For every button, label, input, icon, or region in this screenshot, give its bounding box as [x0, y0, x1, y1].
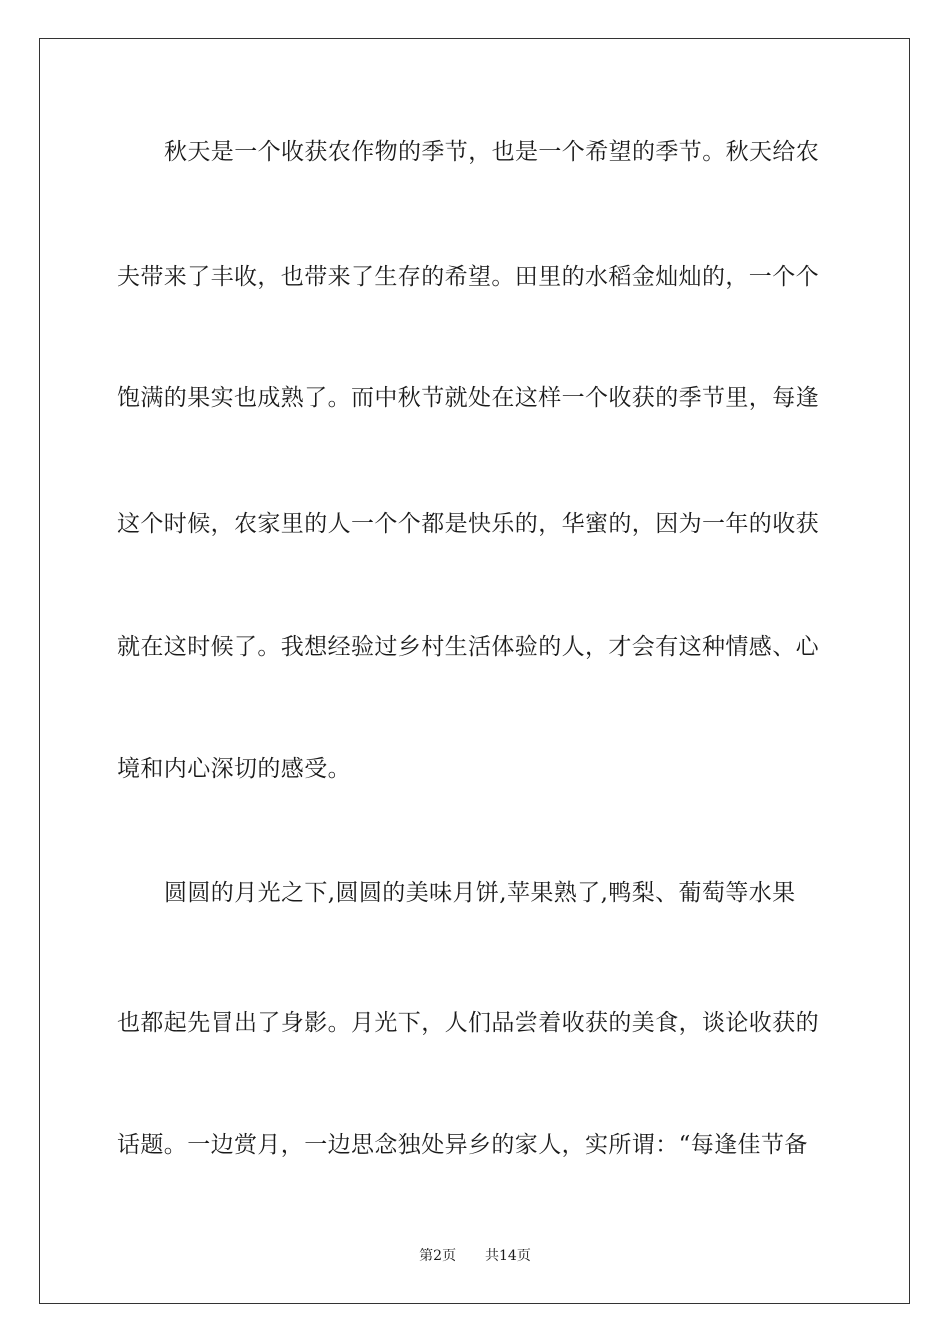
paragraph-1-line-1: 秋天是一个收获农作物的季节，也是一个希望的季节。秋天给农 [164, 139, 820, 165]
page-footer [0, 1246, 950, 1266]
paragraph-1-line-2: 夫带来了丰收，也带来了生存的希望。田里的水稻金灿灿的，一个个 [117, 264, 819, 290]
paragraph-2-line-2: 也都起先冒出了身影。月光下，人们品尝着收获的美食，谈论收获的 [117, 1010, 819, 1036]
page-number: 第2页 [419, 1248, 457, 1264]
paragraph-1-line-3: 饱满的果实也成熟了。而中秋节就处在这样一个收获的季节里，每逢 [117, 385, 819, 411]
total-pages: 共14页 [485, 1248, 531, 1264]
paragraph-1-line-4: 这个时候，农家里的人一个个都是快乐的，华蜜的，因为一年的收获 [117, 511, 819, 537]
paragraph-1-line-6: 境和内心深切的感受。 [117, 756, 351, 782]
paragraph-2-line-1: 圆圆的月光之下,圆圆的美味月饼,苹果熟了,鸭梨、葡萄等水果 [164, 880, 796, 906]
paragraph-1-line-5: 就在这时候了。我想经验过乡村生活体验的人，才会有这种情感、心 [117, 634, 819, 660]
page-border [39, 38, 910, 1304]
paragraph-2-line-3: 话题。一边赏月，一边思念独处异乡的家人，实所谓：“每逢佳节备 [117, 1132, 808, 1158]
